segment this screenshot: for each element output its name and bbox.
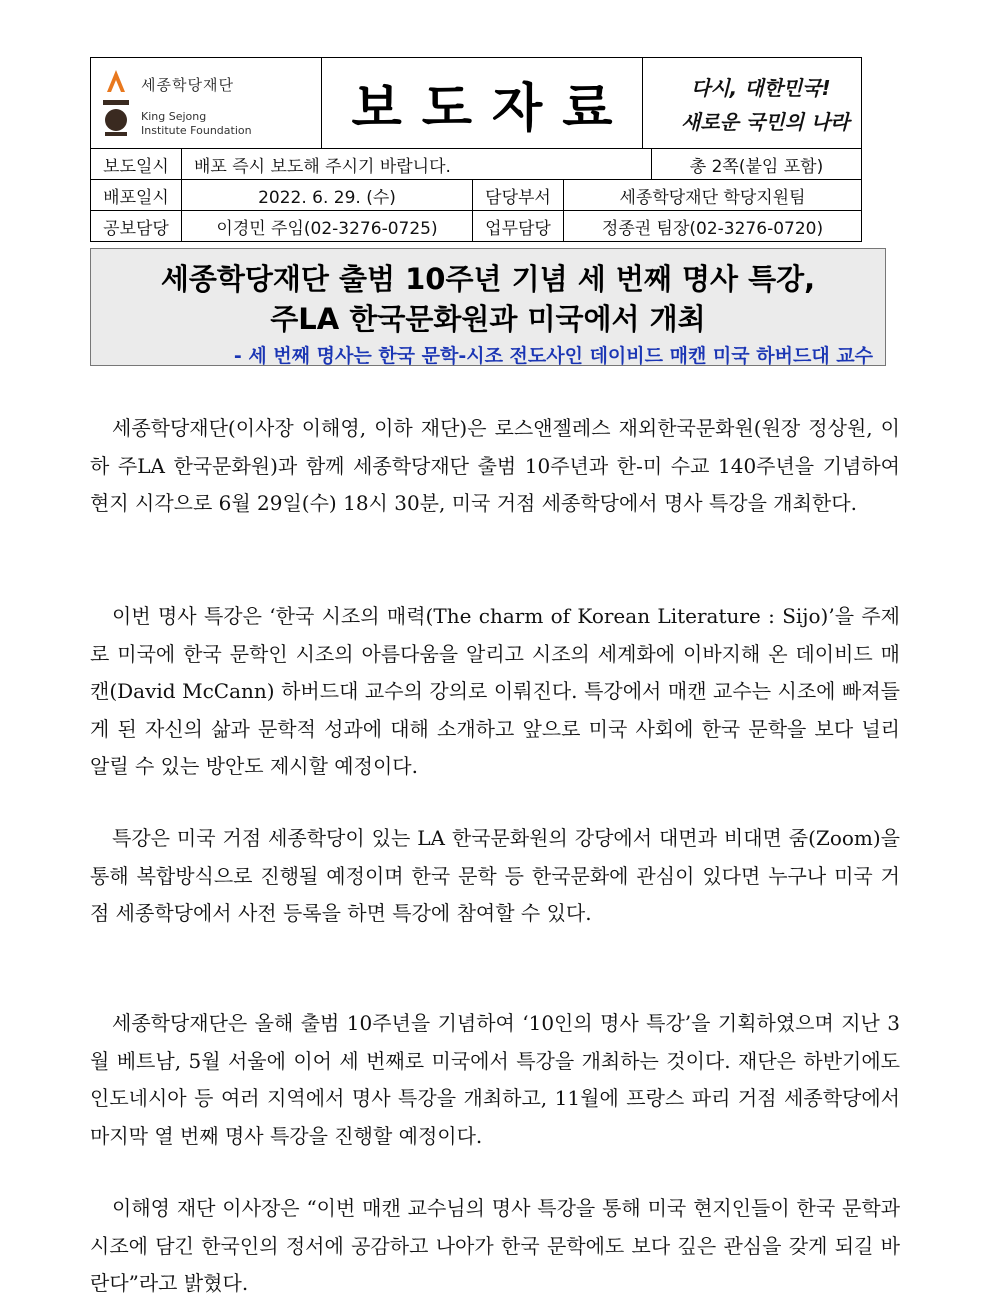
info-value: 2022. 6. 29. (수) <box>182 180 473 210</box>
info-label: 보도일시 <box>91 149 182 179</box>
info-value: 세종학당재단 학당지원팀 <box>619 187 806 208</box>
title-cell <box>322 58 643 148</box>
header-top-row <box>91 58 861 149</box>
info-label: 공보담당 <box>91 211 182 241</box>
body-paragraph: 세종학당재단은 올해 출범 10주년을 기념하여 ‘10인의 명사 특강’을 기획하였으며 지난 3월 베트남, 5월 서울에 이어 세 번째로 미국에서 특강을 개최하는 것이다. 재단은 하반기에도 인도네시아 등 여러 지역에서 명사 특강을 개최하고, 11월에 프랑스 파리 거점 세종학당에서 마지막 열 번째 명사 특강을 진행할 예정이다. <box>90 1011 900 1148</box>
headline-box <box>90 248 886 366</box>
info-row-distribution <box>91 180 861 211</box>
body-paragraph: 세종학당재단(이사장 이해영, 이하 재단)은 로스앤젤레스 재외한국문화원(원장 정상원, 이하 주LA 한국문화원)과 함께 세종학당재단 출범 10주년과 한-미 수교 140주년을 기념하여 현지 시각으로 6월 29일(수) 18시 30분, 미국 거점 세종학당에서 명사 특강을 개최한다. <box>90 416 900 515</box>
press-release-header-table <box>90 57 862 242</box>
logo-name-korean: 세종학당재단 <box>141 76 234 94</box>
headline-line2: 주LA 한국문화원과 미국에서 개최 <box>270 302 706 336</box>
logo-cell <box>91 58 322 148</box>
headline-line1: 세종학당재단 출범 10주년 기념 세 번째 명사 특강, <box>160 262 816 296</box>
page-count: 총 2쪽(붙임 포함) <box>689 156 824 177</box>
info-label: 담당부서 <box>473 180 564 210</box>
logo-name-english-line2: Institute Foundation <box>141 124 252 137</box>
info-label: 업무담당 <box>473 211 564 241</box>
slogan-line2: 새로운 국민의 나라 <box>681 110 850 134</box>
info-value: 이경민 주임(02-3276-0725) <box>182 211 473 241</box>
slogan-line1: 다시, 대한민국! <box>691 76 831 100</box>
body-paragraph: 이번 명사 특강은 ‘한국 시조의 매력(The charm of Korean Literature : Sijo)’을 주제로 미국에 한국 문학인 시조의 아름다움을 알리고 시조의 세계화에 이바지해 온 데이비드 매캔(David McCann) 하버드대 교수의 강의로 이뤄진다. 특강에서 매캔 교수는 시조에 빠져들게 된 자신의 삶과 문학적 성과에 대해 소개하고 앞으로 미국 사회에 한국 문학을 보다 널리 알릴 수 있는 방안도 제시할 예정이다. <box>90 604 900 778</box>
headline-subtitle: - 세 번째 명사는 한국 문학-시조 전도사인 데이비드 매캔 미국 하버드대 교수 <box>233 345 873 367</box>
king-sejong-logo-icon <box>101 66 131 138</box>
body-paragraph: 이해영 재단 이사장은 “이번 매캔 교수님의 명사 특강을 통해 미국 현지인들이 한국 문학과 시조에 담긴 한국인의 정서에 공감하고 나아가 한국 문학에도 보다 깊은 관심을 갖게 되길 바란다”라고 밝혔다. <box>90 1196 900 1295</box>
logo-name-english-line1: King Sejong <box>141 110 207 123</box>
info-value: 정종권 팀장(02-3276-0720) <box>601 218 824 239</box>
body-paragraph: 특강은 미국 거점 세종학당이 있는 LA 한국문화원의 강당에서 대면과 비대면 줌(Zoom)을 통해 복합방식으로 진행될 예정이며 한국 문학 등 한국문화에 관심이 있다면 누구나 미국 거점 세종학당에서 사전 등록을 하면 특강에 참여할 수 있다. <box>90 826 900 925</box>
info-label: 배포일시 <box>91 180 182 210</box>
document-title: 보도자료 <box>351 78 633 139</box>
info-row-release-time <box>91 149 861 180</box>
info-value: 배포 즉시 보도해 주시기 바랍니다. <box>182 149 652 179</box>
slogan-cell <box>643 58 861 148</box>
info-row-contact <box>91 211 861 241</box>
